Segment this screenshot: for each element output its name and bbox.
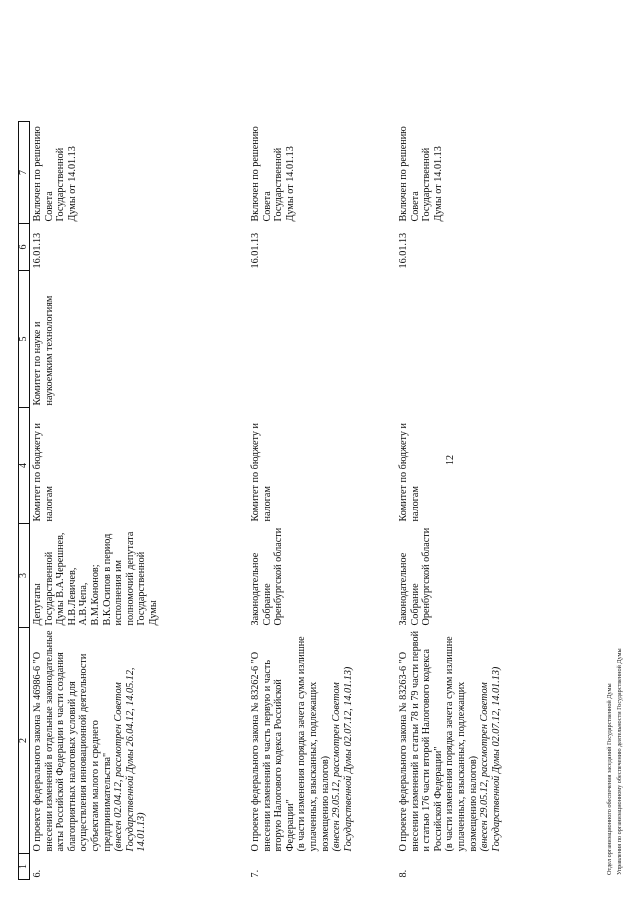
table-row xyxy=(248,122,396,880)
co-committee-cell xyxy=(248,271,396,408)
column-header: 5 xyxy=(19,271,30,408)
bill-note: (внесен 29.05.12, рассмотрен Советом Государственной Думы 02.07.12, 14.01.13) xyxy=(479,666,502,852)
committee-cell: Комитет по бюджету и налогам xyxy=(32,423,55,522)
column-header: 4 xyxy=(19,408,30,524)
agenda-table xyxy=(18,121,548,880)
bill-title: О проекте федерального закона № 83262-6 "О внесении изменений в часть первую и часть вторую Налогового кодекса Российской Федерации" xyxy=(250,651,296,852)
table-row xyxy=(30,122,249,880)
bill-cell xyxy=(30,628,249,854)
date-cell: 16.01.13 xyxy=(250,232,261,269)
table-row xyxy=(396,122,548,880)
decision-cell: Включен по решению Совета Государственной Думы от 14.01.13 xyxy=(32,126,78,222)
date-cell: 16.01.13 xyxy=(32,232,43,269)
bill-extra: (в части изменения порядка зачета сумм излишне уплаченных, взысканных, подлежащих возмещению налогов) xyxy=(296,636,331,852)
footer-line: Управления по организационному обеспечению деятельности Государственной Думы xyxy=(616,648,623,875)
co-committee-cell xyxy=(396,271,548,408)
bill-title: О проекте федерального закона № 46986-6 "О внесении изменений в отдельные законодательные акты Российской Федерации в части создания благоприятных налоговых условий для осуществления инновационной деятельности субъектами малого и среднего предпринимательства" xyxy=(32,630,113,852)
bill-note: (внесен 02.04.12, рассмотрен Советом Государственной Думы 26.04.12, 14.05.12, 14.01.13) xyxy=(113,667,148,852)
column-header: 3 xyxy=(19,524,30,628)
date-cell: 16.01.13 xyxy=(398,232,409,269)
decision-cell: Включен по решению Совета Государственной Думы от 14.01.13 xyxy=(398,126,444,222)
footer-line: Отдел организационного обеспечения заседаний Государственной Думы xyxy=(606,683,613,875)
bill-cell xyxy=(396,628,548,854)
row-number: 7. xyxy=(250,869,261,878)
bill-cell xyxy=(248,628,396,854)
committee-cell: Комитет по бюджету и налогам xyxy=(398,423,421,522)
co-committee-cell: Комитет по науке и наукоемким технологиям xyxy=(32,295,55,406)
column-number-header xyxy=(19,122,30,880)
page-number: 12 xyxy=(445,455,456,465)
bill-title: О проекте федерального закона № 83263-6 "О внесении изменений в статьи 78 и 79 части первой и статью 176 части второй Налогового кодекса Российской Федерации" xyxy=(398,630,444,852)
bill-note: (внесен 29.05.12, рассмотрен Советом Государственной Думы 02.07.12, 14.01.13) xyxy=(331,666,354,852)
author-cell: Депутаты Государственной Думы В.А.Черешнев, Н.В.Левичев, А.В.Чепа, В.М.Кононов; В.К.Осипов в период исполнения им полномочий депутата Государственной Думы xyxy=(32,531,159,626)
decision-cell: Включен по решению Совета Государственной Думы от 14.01.13 xyxy=(250,126,296,222)
author-cell: Законодательное Собрание Оренбургской области xyxy=(398,527,433,626)
author-cell: Законодательное Собрание Оренбургской области xyxy=(250,527,285,626)
column-header: 2 xyxy=(19,628,30,854)
bill-extra: (в части изменения порядка зачета сумм излишне уплаченных, взысканных, подлежащих возмещению налогов) xyxy=(444,636,479,852)
column-header: 7 xyxy=(19,122,30,224)
row-number: 8. xyxy=(398,869,409,878)
committee-cell: Комитет по бюджету и налогам xyxy=(250,423,273,522)
footer xyxy=(605,648,625,875)
column-header: 1 xyxy=(19,854,30,880)
row-number: 6. xyxy=(32,869,43,878)
column-header: 6 xyxy=(19,224,30,271)
